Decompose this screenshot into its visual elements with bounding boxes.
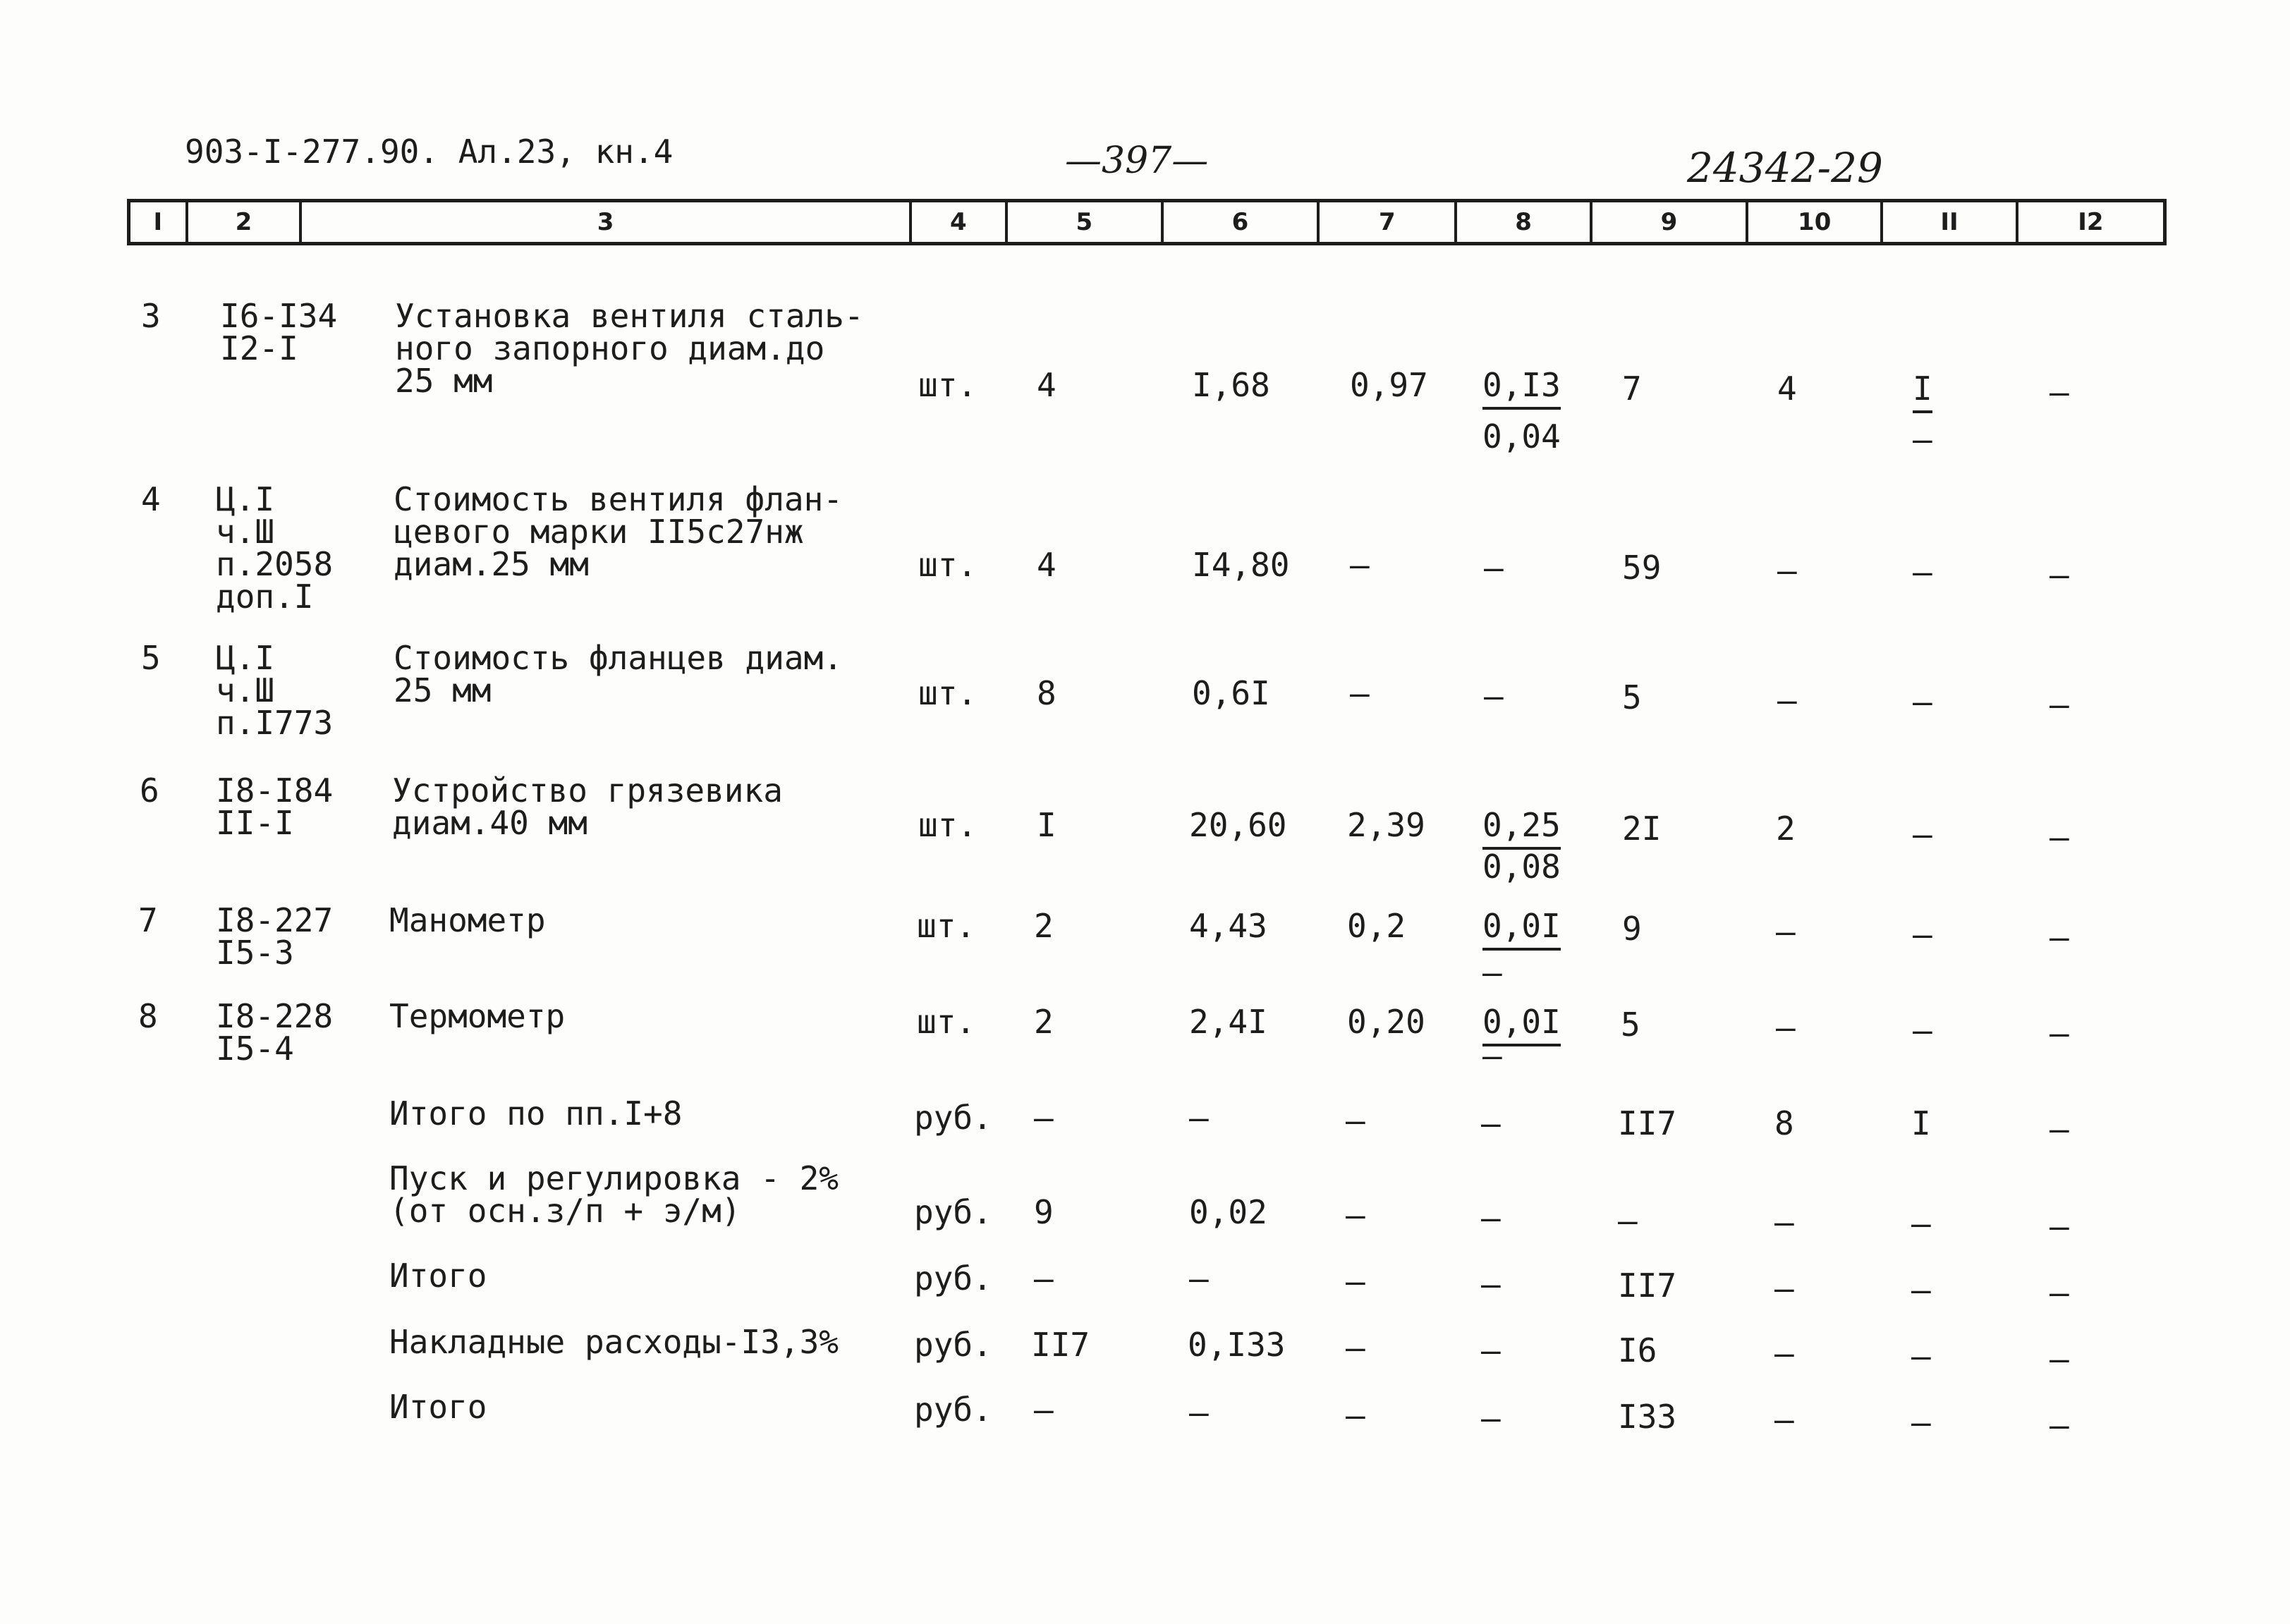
column-header: 4	[912, 202, 1008, 242]
row-col6: 0,6I	[1192, 674, 1270, 712]
document-code: 903-I-277.90. Ал.23, кн.4	[185, 133, 674, 171]
total-col8: –	[1481, 1265, 1501, 1303]
row-col6: 20,60	[1189, 806, 1287, 844]
column-header-row	[127, 199, 2167, 245]
row-col8-top-value: 0,0I	[1482, 907, 1561, 951]
total-col6: 0,I33	[1188, 1326, 1286, 1364]
row-col11: –	[1913, 815, 1932, 853]
row-col5: 8	[1037, 674, 1056, 712]
row-col9: 2I	[1622, 810, 1662, 848]
total-col9: II7	[1618, 1266, 1677, 1305]
row-col10: 2	[1776, 810, 1796, 848]
row-name: Устройство грязевика диам.40 мм	[392, 771, 783, 842]
row-col7: 0,2	[1347, 907, 1406, 945]
total-col8: –	[1481, 1199, 1501, 1237]
total-col10: –	[1774, 1400, 1794, 1439]
row-number: 7	[138, 901, 158, 939]
row-number: 3	[141, 297, 161, 335]
total-col5: II7	[1031, 1326, 1090, 1364]
column-header: 8	[1457, 202, 1592, 242]
row-name: Термометр	[389, 997, 566, 1035]
row-col7: –	[1350, 546, 1370, 584]
row-col11: –	[1913, 1011, 1932, 1049]
row-col6: I4,80	[1192, 546, 1290, 584]
column-header: 5	[1008, 202, 1164, 242]
row-code: I8-227 I5-3	[216, 901, 334, 972]
row-col8-bottom: 0,04	[1482, 417, 1561, 456]
row-col9: 9	[1622, 910, 1642, 948]
total-col5: –	[1034, 1391, 1054, 1429]
row-col8-top	[1482, 907, 1561, 945]
total-col5: –	[1034, 1259, 1054, 1298]
total-col11: –	[1911, 1403, 1931, 1441]
row-unit: шт.	[918, 546, 977, 584]
row-code: I8-I84 II-I	[216, 771, 334, 842]
row-col11: –	[1913, 683, 1932, 721]
row-unit: шт.	[918, 366, 977, 404]
total-col7: –	[1346, 1196, 1365, 1234]
row-col12: –	[2050, 373, 2069, 411]
row-code: Ц.I ч.Ш п.I773	[216, 639, 334, 742]
column-header: II	[1883, 202, 2018, 242]
column-header: 7	[1320, 202, 1457, 242]
row-col11: –	[1913, 915, 1932, 953]
row-number: 4	[141, 480, 161, 518]
row-col8-top-value: 0,25	[1482, 806, 1561, 850]
total-col10: –	[1774, 1203, 1794, 1241]
total-name: Накладные расходы-I3,3%	[389, 1323, 839, 1361]
row-col8-top-value: 0,0I	[1482, 1003, 1561, 1046]
total-unit: руб.	[914, 1193, 992, 1231]
row-col11-bottom: –	[1913, 420, 1932, 458]
column-header: 9	[1592, 202, 1748, 242]
total-col11: I	[1911, 1104, 1931, 1142]
row-col11-top-value: I	[1913, 370, 1932, 413]
total-col6: 0,02	[1189, 1193, 1267, 1231]
row-unit: шт.	[918, 674, 977, 712]
total-name: Итого по пп.I+8	[389, 1094, 683, 1132]
total-col6: –	[1189, 1099, 1209, 1137]
total-col8: –	[1481, 1331, 1501, 1369]
row-col6: 4,43	[1189, 907, 1267, 945]
column-header: 3	[302, 202, 912, 242]
row-col5: I	[1037, 806, 1056, 844]
row-col12: –	[2050, 556, 2069, 594]
row-col7: 0,20	[1347, 1003, 1425, 1041]
row-col10: 4	[1777, 370, 1797, 408]
row-col12: –	[2050, 918, 2069, 956]
row-col12: –	[2050, 685, 2069, 724]
row-col9: 5	[1622, 678, 1642, 716]
row-col8-bottom: 0,08	[1482, 848, 1561, 886]
row-col10: –	[1776, 912, 1796, 951]
total-col5: –	[1034, 1099, 1054, 1137]
total-col6: –	[1189, 1259, 1209, 1298]
row-col8-top	[1482, 1003, 1561, 1041]
total-col8: –	[1481, 1399, 1501, 1437]
row-col11-top	[1913, 370, 1932, 408]
total-col11: –	[1911, 1271, 1931, 1309]
total-col12: –	[2050, 1110, 2069, 1148]
total-col9: I33	[1618, 1398, 1677, 1436]
total-col9: –	[1618, 1202, 1638, 1240]
row-col5: 4	[1037, 366, 1056, 404]
total-unit: руб.	[914, 1326, 992, 1364]
row-col8: –	[1484, 549, 1504, 587]
row-col11: –	[1913, 553, 1932, 591]
row-name: Стоимость фланцев диам. 25 мм	[394, 639, 843, 709]
row-col5: 2	[1034, 1003, 1054, 1041]
row-col9: 59	[1622, 549, 1662, 587]
row-col7: 0,97	[1350, 366, 1428, 404]
total-unit: руб.	[914, 1259, 992, 1298]
row-unit: шт.	[917, 1003, 976, 1041]
row-col8-bottom: –	[1482, 1037, 1502, 1075]
row-col12: –	[2050, 818, 2069, 856]
total-unit: руб.	[914, 1391, 992, 1429]
row-col8-top	[1482, 806, 1561, 844]
row-col12: –	[2050, 1014, 2069, 1052]
column-header: 10	[1748, 202, 1883, 242]
row-col9: 7	[1622, 370, 1642, 408]
row-col5: 4	[1037, 546, 1056, 584]
row-number: 8	[138, 997, 158, 1035]
row-name: Установка вентиля сталь- ного запорного диам.до 25 мм	[395, 297, 864, 400]
column-header: I2	[2078, 208, 2104, 236]
row-code: I6-I34 I2-I	[220, 297, 338, 367]
total-col12: –	[2050, 1207, 2069, 1245]
row-col7: –	[1350, 674, 1370, 712]
total-col12: –	[2050, 1274, 2069, 1312]
total-col6: –	[1189, 1393, 1209, 1431]
total-col10: –	[1774, 1334, 1794, 1372]
total-col9: I6	[1618, 1331, 1657, 1369]
row-col7: 2,39	[1347, 806, 1425, 844]
row-code: Ц.I ч.Ш п.2058 доп.I	[216, 480, 334, 616]
row-col8: –	[1484, 677, 1504, 715]
total-col11: –	[1911, 1204, 1931, 1243]
row-col5: 2	[1034, 907, 1054, 945]
total-col9: II7	[1618, 1104, 1677, 1142]
row-col6: I,68	[1192, 366, 1270, 404]
row-col10: –	[1777, 551, 1797, 590]
column-header: 2	[188, 202, 302, 242]
row-unit: шт.	[918, 806, 977, 844]
total-col7: –	[1346, 1329, 1365, 1367]
row-col8-top-value: 0,I3	[1482, 366, 1561, 410]
row-col8-bottom: –	[1482, 953, 1502, 991]
total-col12: –	[2050, 1406, 2069, 1444]
total-name: Пуск и регулировка - 2% (от осн.з/п + э/м)	[389, 1159, 839, 1230]
total-unit: руб.	[914, 1099, 992, 1137]
total-col10: 8	[1774, 1104, 1794, 1142]
document-number: 24342-29	[1687, 144, 1883, 192]
row-unit: шт.	[917, 907, 976, 945]
row-name: Манометр	[389, 901, 546, 939]
total-col8: –	[1481, 1104, 1501, 1142]
total-col7: –	[1346, 1262, 1365, 1300]
total-col5: 9	[1034, 1193, 1054, 1231]
row-col6: 2,4I	[1189, 1003, 1267, 1041]
column-header: I	[130, 202, 188, 242]
total-col7: –	[1346, 1396, 1365, 1434]
row-col9: 5	[1621, 1006, 1640, 1044]
row-col8-top	[1482, 366, 1561, 404]
total-col10: –	[1774, 1269, 1794, 1307]
row-col10: –	[1777, 681, 1797, 719]
row-code: I8-228 I5-4	[216, 997, 334, 1068]
total-col12: –	[2050, 1340, 2069, 1378]
row-name: Стоимость вентиля флан- цевого марки II5с27нж диам.25 мм	[394, 480, 843, 583]
column-header: 6	[1164, 202, 1320, 242]
row-number: 6	[140, 771, 159, 810]
total-col7: –	[1346, 1101, 1365, 1140]
total-col11: –	[1911, 1337, 1931, 1375]
row-number: 5	[141, 639, 161, 677]
total-name: Итого	[389, 1388, 487, 1426]
row-col10: –	[1776, 1008, 1796, 1046]
total-name: Итого	[389, 1257, 487, 1295]
page-number: —397—	[1065, 140, 1209, 182]
